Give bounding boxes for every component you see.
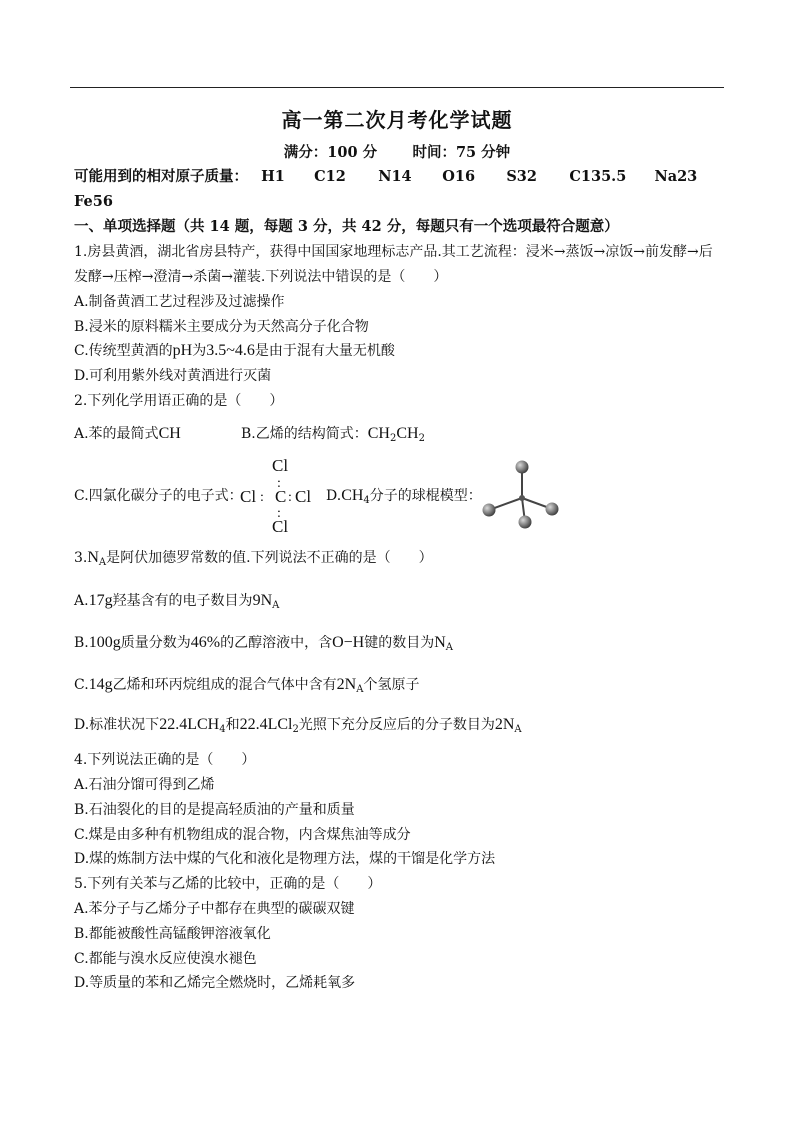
q1-option-b: B.浸米的原料糯米主要成分为天然高分子化合物 [74,319,369,335]
page-title: 高一第二次月考化学试题 [281,108,513,132]
c-atom-center [519,495,525,501]
q3-option-b [74,634,453,652]
q3-a-sub: A [272,600,280,611]
q2-b-text: B.乙烯的结构简式： [241,426,368,442]
q1-option-d: D.可利用紫外线对黄酒进行灭菌 [74,368,272,384]
q4-stem: 4.下列说法正确的是（ ） [74,752,256,768]
q3-d-sub-1: 4 [219,724,226,735]
q3-option-d [74,716,522,734]
q3-c-mass: 14g [88,676,113,693]
atomic-masses-line [74,168,697,186]
q3-b-value: N [434,634,446,651]
q2-a-text: A.苯的最简式 [74,426,159,442]
q2-b-formula-1: CH [367,425,390,442]
q3-b-text-1: 质量分数为 [120,635,191,651]
q5-stem: 5.下列有关苯与乙烯的比较中，正确的是（ ） [74,876,382,892]
q3-num: 3. [74,550,88,566]
q5-option-c: C.都能与溴水反应使溴水褪色 [74,951,257,967]
q3-c-post: 个氢原子 [363,677,420,693]
q3-na-sub: A [98,557,107,568]
q3-b-text-2: 的乙醇溶液中，含 [220,635,333,651]
h-atom-right [546,503,559,516]
atom-o: O16 [442,168,476,185]
q3-d-sub-2: 2 [292,724,299,735]
q3-b-text-3: 键的数目为 [364,635,435,651]
q5-option-d: D.等质量的苯和乙烯完全燃烧时，乙烯耗氧多 [74,975,356,991]
exam-meta: 满分：100 分 时间：75 分钟 [283,144,511,161]
atomic-masses-label: 可能用到的相对原子质量： [74,168,248,185]
q3-b-sub: A [445,642,454,653]
q1-c-ph: pH [172,342,193,359]
q5-option-b: B.都能被酸性高锰酸钾溶液氧化 [74,926,271,942]
q3-d-sub-3: A [514,724,522,735]
h-atom-top [516,461,529,474]
q2-b-sub-1: 2 [389,433,397,444]
q3-a-value: 9N [252,592,273,609]
lewis-cl-bottom: Cl [272,517,289,535]
header-rule [70,87,724,88]
q1-stem-line2: 发酵→压榨→澄清→杀菌→灌装.下列说法中错误的是（ ） [74,269,448,285]
q2-stem: 2.下列化学用语正确的是（ ） [74,393,284,409]
q3-b-bond: O−H [332,634,365,651]
q2-b-sub-2: 2 [418,433,425,444]
q3-stem [74,549,433,567]
q3-b-percent: 46% [190,634,221,651]
q3-d-and: 和 [225,717,240,733]
atom-na: Na23 [654,168,698,185]
ch4-ball-stick-model [478,458,568,533]
q4-option-c: C.煤是由多种有机物组成的混合物，内含煤焦油等成分 [74,827,411,843]
q3-option-a [74,592,279,610]
q2-option-a [74,425,181,443]
atom-fe: Fe56 [74,193,113,210]
lewis-pair-top: : [277,476,281,491]
q2-d-sub: 4 [363,495,370,506]
q3-c-text: 乙烯和环丙烷组成的混合气体中含有 [112,677,337,693]
q1-c-text: C.传统型黄酒的 [74,343,173,359]
q1-c-range: 3.5~4.6 [206,342,255,359]
lewis-c: C [275,487,287,506]
q4-option-d: D.煤的炼制方法中煤的气化和液化是物理方法，煤的干馏是化学方法 [74,851,496,867]
lewis-pair-right: : [288,490,292,505]
h-atom-left [483,504,496,517]
q3-b-label: B. [74,635,89,651]
q2-d-text: D. [326,488,342,504]
q2-d-post: 分子的球棍模型： [369,488,482,504]
atom-h: H1 [261,168,285,185]
q4-option-b: B.石油裂化的目的是提高轻质油的产量和质量 [74,802,355,818]
q3-stem-text: 是阿伏加德罗常数的值.下列说法不正确的是（ ） [106,550,433,566]
q5-option-a: A.苯分子与乙烯分子中都存在典型的碳碳双键 [74,901,355,917]
q2-a-formula: CH [158,425,181,442]
q2-option-b [241,425,425,443]
section-heading: 一、单项选择题（共 14 题，每题 3 分，共 42 分，每题只有一个选项最符合题意） [74,218,619,235]
q3-option-c [74,676,419,694]
q3-c-value: 2N [336,676,357,693]
lewis-pair-bottom: : [277,506,281,521]
q3-c-sub: A [356,684,364,695]
q3-d-text: D.标准状况下 [74,717,160,733]
q1-c-post: 是由于混有大量无机酸 [254,343,395,359]
q1-option-c [74,342,395,360]
h-atom-bottom [519,516,532,529]
q3-d-volume-1: 22.4LCH [159,716,220,733]
q3-a-text: 羟基含有的电子数目为 [112,593,253,609]
q1-c-mid: 为 [192,343,207,359]
atom-c: C12 [314,168,346,185]
q3-d-value: 2N [494,716,515,733]
q3-a-label: A. [74,593,89,609]
q1-option-a: A.制备黄酒工艺过程涉及过滤操作 [74,294,285,310]
q3-na: N [87,549,99,566]
q3-d-volume-2: 22.4LCl [239,716,293,733]
q3-a-mass: 17g [88,592,113,609]
q3-d-mid: 光照下充分反应后的分子数目为 [298,717,495,733]
lewis-pair-left: : [260,490,264,505]
atom-n: N14 [378,168,412,185]
ccl4-electron-formula [238,455,326,535]
q2-option-d [326,487,482,505]
lewis-cl-left: Cl [240,487,257,506]
q2-b-formula-2: CH [396,425,419,442]
q3-c-label: C. [74,677,89,693]
q1-stem-line1: 1.房县黄酒，湖北省房县特产，获得中国国家地理标志产品.其工艺流程：浸米→蒸饭→凉饭→前发酵→后 [74,244,713,260]
q2-option-c: C.四氯化碳分子的电子式： [74,488,243,504]
q4-option-a: A.石油分馏可得到乙烯 [74,777,215,793]
lewis-cl-right: Cl [295,487,312,506]
q2-d-formula: CH [341,487,364,504]
atom-cl: C135.5 [569,168,627,185]
q3-b-mass: 100g [88,634,121,651]
atom-s: S32 [506,168,537,185]
lewis-cl-top: Cl [272,456,289,475]
